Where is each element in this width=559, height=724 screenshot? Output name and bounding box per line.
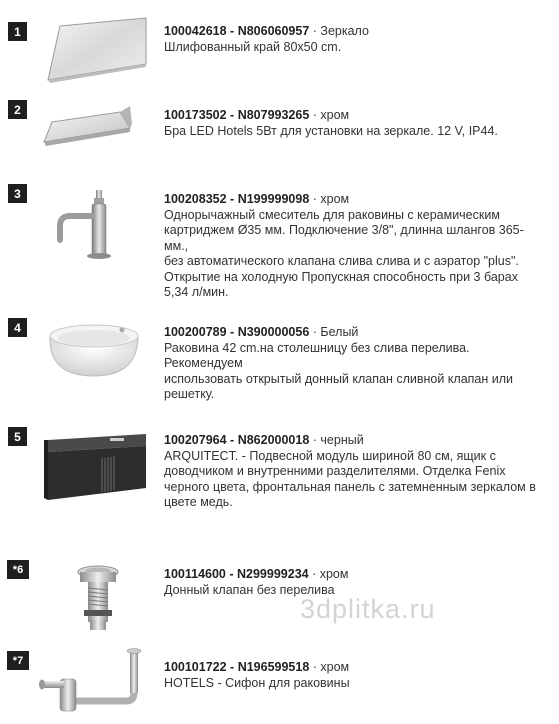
item-description-line: Открытие на холодную Пропускная способность при 3 барах: [164, 269, 518, 284]
drain-valve-icon: [34, 558, 152, 638]
item-description-line: Бра LED Hotels 5Вт для установки на зеркале. 12 V, IP44.: [164, 123, 498, 138]
item-description-line: Донный клапан без перелива: [164, 582, 335, 597]
item-heading: 100114600 - N299999234 · хром: [164, 567, 349, 581]
product-finish: черный: [320, 433, 364, 447]
product-ref-code: N806060957: [237, 24, 310, 38]
product-ref-code: N199999098: [237, 192, 310, 206]
item-number-badge: *6: [7, 560, 29, 579]
mirror-icon: [34, 14, 152, 84]
product-code: 100114600: [164, 567, 226, 581]
item-heading: 100101722 - N196599518 · хром: [164, 660, 350, 674]
separator: ·: [309, 192, 321, 206]
product-code: 100207964: [164, 433, 227, 447]
product-finish: хром: [320, 192, 350, 206]
product-ref-code: N390000056: [237, 325, 310, 339]
item-number-badge: *7: [7, 651, 29, 670]
basin-icon: [34, 318, 152, 382]
item-description-line: без автоматического клапана слива слива и с аэратор "plus".: [164, 254, 519, 268]
separator: ·: [309, 660, 321, 674]
vanity-unit-icon: [34, 428, 152, 508]
product-finish: хром: [320, 660, 350, 674]
product-code: 100101722: [164, 660, 227, 674]
item-heading: 100208352 - N199999098 · хром: [164, 192, 350, 206]
item-heading: 100200789 - N390000056 · Белый: [164, 325, 359, 339]
item-description-line: Шлифованный край 80х50 cm.: [164, 39, 342, 54]
item-heading: 100207964 - N862000018 · черный: [164, 433, 364, 447]
product-finish: Белый: [320, 325, 359, 339]
item-description-line: Однорычажный смеситель для раковины с керамическим: [164, 207, 500, 222]
watermark: 3dplitka.ru: [300, 594, 436, 624]
faucet-icon: [34, 182, 152, 262]
siphon-icon: [34, 645, 152, 717]
item-description-line: HOTELS - Сифон для раковины: [164, 675, 350, 690]
item-description-line: доводчиком и внутренними разделителями. Отделка Fenix: [164, 464, 506, 478]
product-code: 100200789: [164, 325, 227, 339]
item-description-line: цвете медь.: [164, 495, 233, 509]
product-finish: хром: [320, 108, 350, 122]
item-description-line: картриджем Ø35 мм. Подключение 3/8", длинна шлангов 365-мм.,: [164, 223, 524, 253]
product-ref-code: N196599518: [237, 660, 310, 674]
product-finish: Зеркало: [320, 24, 369, 38]
product-ref-code: N807993265: [237, 108, 310, 122]
item-description-line: Раковина 42 cm.на столешницу без слива перелива. Рекомендуем: [164, 340, 470, 370]
product-code: 100208352: [164, 192, 227, 206]
wall-light-icon: [34, 100, 152, 150]
separator: ·: [309, 108, 321, 122]
item-heading: 100173502 - N807993265 · хром: [164, 108, 350, 122]
item-number-badge: 4: [8, 318, 27, 337]
separator: ·: [308, 567, 320, 581]
separator: ·: [309, 24, 321, 38]
item-number-badge: 5: [8, 427, 27, 446]
item-description-line: ARQUITECT. - Подвесной модуль шириной 80 см, ящик с: [164, 448, 496, 463]
product-ref-code: N862000018: [237, 433, 310, 447]
item-description-line: черного цвета, фронтальная панель с затемненным зеркалом в: [164, 479, 536, 494]
item-heading: 100042618 - N806060957 · Зеркало: [164, 24, 369, 38]
product-ref-code: N299999234: [237, 567, 309, 581]
product-finish: хром: [319, 567, 349, 581]
item-description-line: 5,34 л/мин.: [164, 285, 229, 299]
product-code: 100173502: [164, 108, 227, 122]
item-description-line: использовать открытый донный клапан сливной клапан или: [164, 371, 514, 386]
separator: ·: [309, 433, 321, 447]
item-number-badge: 3: [8, 184, 27, 203]
item-number-badge: 2: [8, 100, 27, 119]
item-number-badge: 1: [8, 22, 27, 41]
product-code: 100042618: [164, 24, 227, 38]
separator: ·: [309, 325, 321, 339]
item-description-line: решетку.: [164, 387, 215, 401]
